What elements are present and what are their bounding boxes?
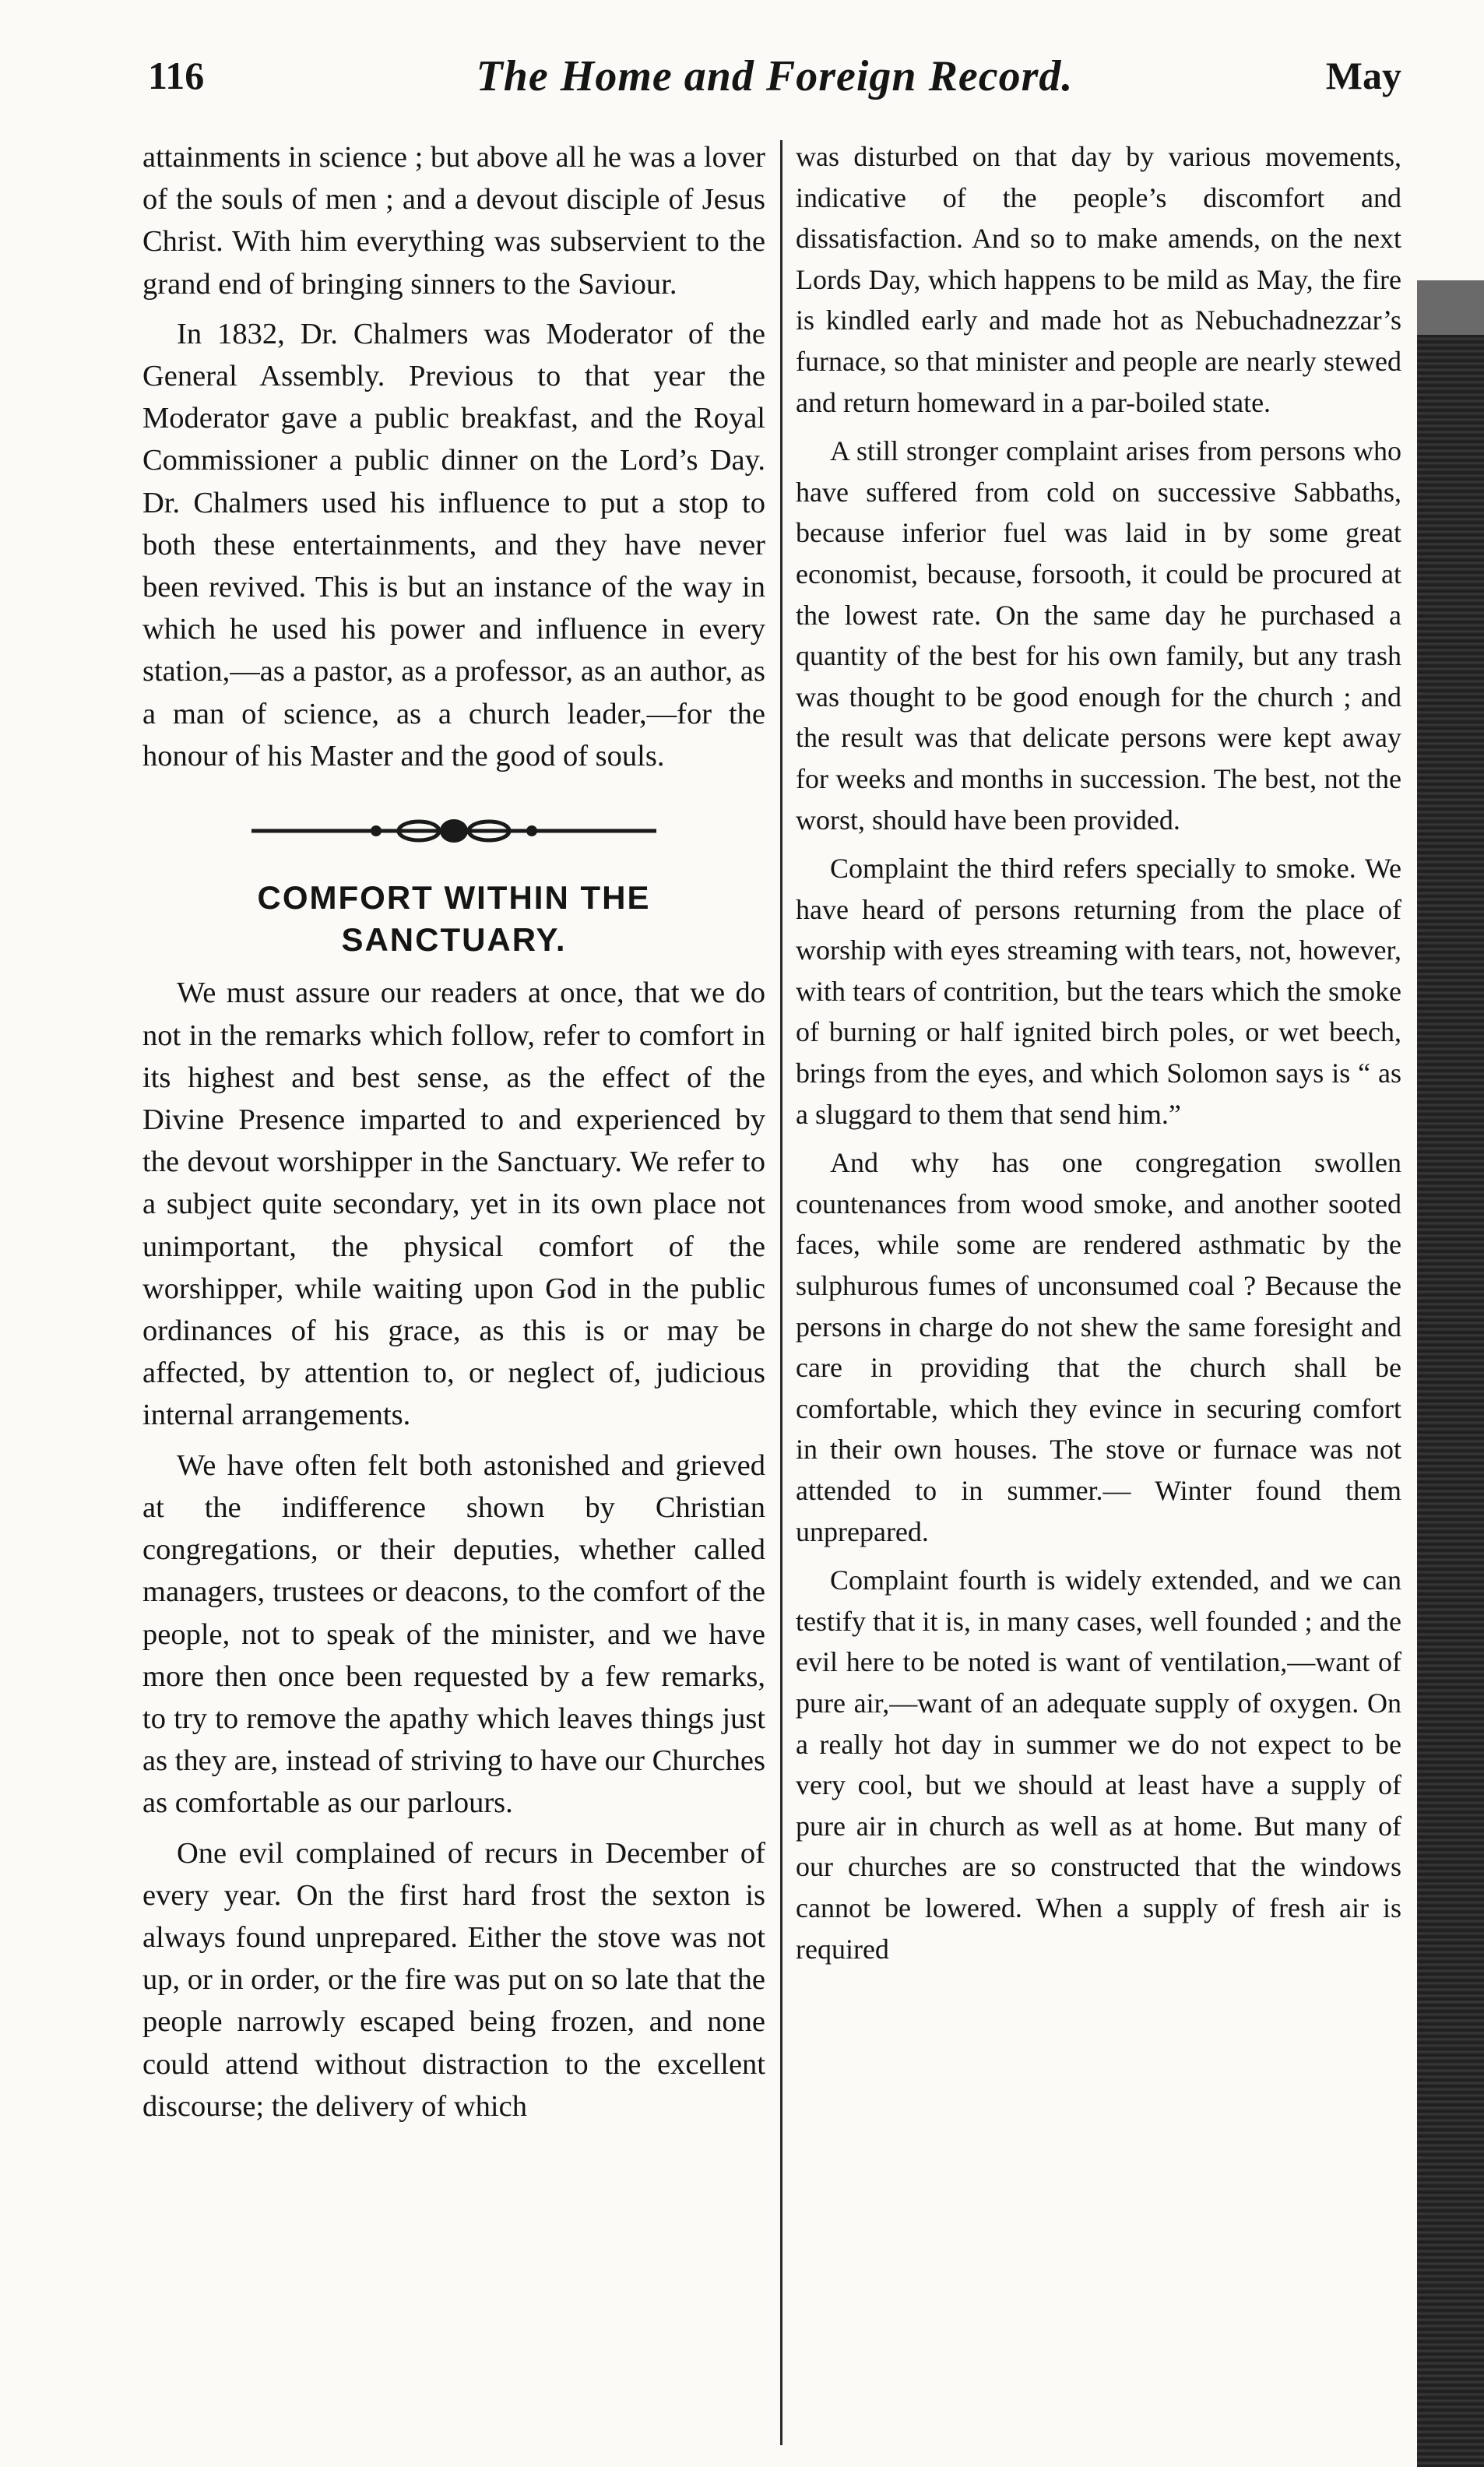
ornamental-divider <box>251 818 656 844</box>
paragraph-continued: was disturbed on that day by various movements, indicative of the people’s discomfort and dissatisfaction. And so to make amends, on the next Lords Day, which happens to be mild as May, the fire is kindled early and made hot as Nebuchadnezzar’s furnace, so that minister and people are nearly stewed and return homeward in a par-boiled state. <box>796 141 1401 418</box>
section-title: COMFORT WITHIN THE SANCTUARY. <box>257 879 651 959</box>
running-header <box>140 45 1409 123</box>
journal-title: The Home and Foreign Record. <box>476 52 1074 100</box>
scan-edge-shadow <box>1417 335 1484 2467</box>
scan-edge-shadow <box>1417 280 1484 343</box>
paragraph: We must assure our readers at once, that we do not in the remarks which follow, refer to comfort in its highest and best sense, as the effect of the Divine Presence imparted to and experienced by the devout worshipper in the Sanctuary. We refer to a subject quite secondary, yet in its own place not unimportant, the physical comfort of the worshipper, while waiting upon God in the public ordinances of his grace, as this is or may be affected, by attention to, or neglect of, judicious internal arrangements. <box>142 977 765 1432</box>
paragraph: One evil complained of recurs in December of every year. On the first hard frost the sexton is always found unprepared. Either the stove was not up, or in order, or the fire was put on so late that the people narrowly escaped being frozen, and none could attend without distraction to the excellent discourse; the delivery of which <box>142 1836 765 2123</box>
paragraph: Complaint fourth is widely extended, and we can testify that it is, in many cases, well founded ; and the evil here to be noted is want of ventilation,—want of pure air,—want of an adequate supply of oxygen. On a really hot day in summer we do not expect to be very cool, but we should at least have a supply of pure air in church as well as at home. But many of our churches are so constructed that the windows cannot be lowered. When a supply of fresh air is required <box>796 1564 1401 1965</box>
paragraph: Complaint the third refers specially to smoke. We have heard of persons returning from the place of worship with eyes streaming with tears, not, however, with tears of contrition, but the tears which the smoke of burning or half ignited birch poles, or wet beech, brings from the eyes, and which Solomon says is “ as a sluggard to them that send him.” <box>796 853 1401 1130</box>
left-column <box>142 136 765 2422</box>
issue-month: May <box>1325 54 1401 97</box>
page-number: 116 <box>148 54 205 97</box>
paragraph: And why has one congregation swollen countenances from wood smoke, and another sooted faces, while some are rendered asthmatic by the sulphurous fumes of unconsumed coal ? Because the persons in charge do not shew the same foresight and care in providing that the church shall be comfortable, which they evince in securing comfort in their own houses. The stove or furnace was not attended to in summer.— Winter found them unprepared. <box>796 1147 1401 1547</box>
paragraph: In 1832, Dr. Chalmers was Moderator of the General Assembly. Previous to that year the Moderator gave a public breakfast, and the Royal Commissioner a public dinner on the Lord’s Day. Dr. Chalmers used his influence to put a stop to both these entertainments, and they have never been revived. This is but an instance of the way in which he used his power and influence in every station,—as a pastor, as a professor, as an author, as a man of science, as a church leader,—for the honour of his Master and the good of souls. <box>142 317 765 772</box>
right-column <box>796 136 1401 2422</box>
paragraph-continued: attainments in science ; but above all he was a lover of the souls of men ; and a devout disciple of Jesus Christ. With him everything was subservient to the grand end of bringing sinners to the Saviour. <box>142 141 765 301</box>
paragraph: We have often felt both astonished and grieved at the indifference shown by Christian congregations, or their deputies, whether called managers, trustees or deacons, to the comfort of the people, not to speak of the minister, and we have more then once been requested by a few remarks, to try to remove the apathy which leaves things just as they are, instead of striving to have our Churches as comfortable as our parlours. <box>142 1448 765 1820</box>
column-rule <box>780 140 782 2445</box>
paragraph: A still stronger complaint arises from persons who have suffered from cold on successive Sabbaths, because inferior fuel was laid in by some great economist, because, forsooth, it could be procured at the lowest rate. On the same day he purchased a quantity of the best for his own family, but any trash was thought to be good enough for the church ; and the result was that delicate persons were kept away for weeks and months in succession. The best, not the worst, should have been provided. <box>796 435 1401 836</box>
